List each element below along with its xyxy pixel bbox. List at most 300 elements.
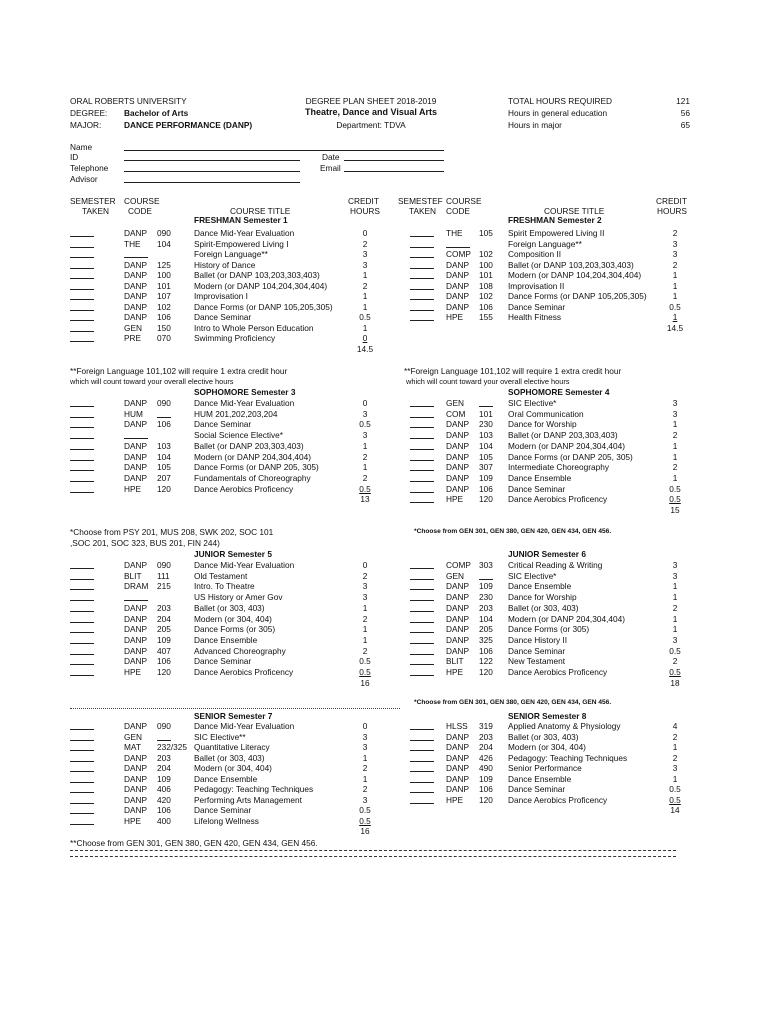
course-number: 203 [479,731,493,742]
course-dept: DANP [124,301,148,312]
social-science-note-a: *Choose from PSY 201, MUS 208, SWK 202, SOC 101 [70,527,274,537]
semester-taken-field[interactable] [410,675,434,676]
course-row [0,270,770,280]
col-semester-left: SEMESTER [70,196,116,206]
semester-taken-field[interactable] [410,803,434,804]
date-field[interactable] [344,160,444,161]
course-number: 203 [479,602,493,613]
course-number: 406 [157,784,171,794]
course-dept: DANP [446,784,470,794]
semester-total: 14.5 [356,343,374,354]
advisor-field[interactable] [124,182,300,183]
semester-taken-field[interactable] [410,320,434,321]
course-row [0,581,770,591]
course-dept: DANP [446,763,470,773]
course-title: Dance Seminar [194,312,252,322]
course-number: 490 [479,763,493,773]
course-number: 102 [157,301,171,312]
course-title: Performing Arts Management [194,794,302,805]
semester-taken-field[interactable] [70,813,94,814]
semester-taken-field[interactable] [410,632,434,633]
telephone-field[interactable] [124,171,300,172]
course-title: Ballet (or 303, 403) [508,731,579,742]
col-hours-left: HOURS [350,206,380,216]
course-number: 104 [157,451,171,462]
course-title: Dance Seminar [508,483,566,494]
credit-hours: 3 [362,249,368,259]
course-number: 090 [157,398,171,408]
credit-hours: 1 [362,270,368,280]
course-number: 109 [157,634,171,645]
course-dept: COMP [446,560,471,570]
credit-hours: 0 [362,333,368,343]
semester-taken-field[interactable] [410,257,434,258]
course-title: Dance Mid-Year Evaluation [194,228,295,238]
course-row [0,462,770,472]
credit-hours: 1 [362,634,368,645]
credit-hours: 1 [672,613,678,624]
course-dept: DANP [446,259,470,270]
course-row [0,228,770,238]
course-title: Dance Forms (or 305) [194,624,276,635]
course-dept: DANP [446,270,470,280]
course-number: 101 [479,270,493,280]
course-row [0,312,770,322]
course-number: 420 [157,794,171,805]
credit-hours: 1 [362,440,368,451]
semester-taken-field[interactable] [70,824,94,825]
course-title: Dance Aerobics Proficency [194,667,294,677]
semester-taken-field[interactable] [410,792,434,793]
course-title: Modern (or DANP 104,204,304,404) [194,280,328,291]
semester-taken-field[interactable] [410,729,434,730]
course-dept: DANP [446,280,470,291]
col-taken-right: TAKEN [409,206,437,216]
semester-taken-field[interactable] [410,664,434,665]
course-title: Dance Ensemble [194,773,258,784]
course-row [0,603,770,613]
id-label: ID [70,152,79,162]
credit-hours: 1 [672,592,678,603]
name-field[interactable] [124,150,444,151]
course-title: Swimming Proficiency [194,333,276,343]
credit-hours: 0.5 [359,483,371,494]
credit-hours: 3 [672,763,678,773]
course-number: 100 [479,259,493,270]
course-title: Dance Forms (or DANP 105,205,305) [508,291,647,301]
course-title: Dance Ensemble [194,634,258,645]
course-title: Dance Aerobics Proficency [508,794,608,805]
course-title: Dance Forms (or DANP 105,205,305) [194,301,333,312]
credit-hours: 2 [362,645,368,656]
course-title: Ballet (or DANP 203,303,403) [508,430,618,441]
course-number: 100 [157,270,171,280]
course-title: Health Fitness [508,312,562,322]
course-number: 106 [479,301,493,312]
course-row [0,646,770,656]
semester-title: FRESHMAN Semester 1 [194,215,288,225]
course-number: 215 [157,581,171,592]
course-dept: DANP [124,784,148,794]
hours-major: 65 [680,120,690,130]
course-number: 102 [479,291,493,301]
course-number: 106 [479,483,493,494]
course-number: 105 [479,451,493,462]
credit-hours: 3 [672,634,678,645]
course-title: Oral Communication [508,408,584,419]
credit-hours: 1 [672,312,678,322]
course-number: 325 [479,634,493,645]
course-title: Ballet (or 303, 403) [508,602,579,613]
credit-hours: 0 [362,560,368,570]
course-row [0,753,770,763]
course-title: Intermediate Choreography [508,462,610,473]
course-title: History of Dance [194,259,256,270]
email-field[interactable] [344,171,444,172]
course-row [0,624,770,634]
semester-taken-field[interactable] [410,481,434,482]
course-number: 120 [157,483,171,494]
credit-hours: 1 [672,451,678,462]
course-title: Modern (or 304, 404) [194,763,272,773]
course-number: 105 [157,462,171,473]
credit-hours: 2 [362,613,368,624]
col-code-right: CODE [446,206,470,216]
course-row [0,452,770,462]
department: Department: TDVA [336,120,406,130]
semester-taken-field[interactable] [410,406,434,407]
course-number: 319 [479,721,493,731]
course-row [0,763,770,773]
credit-hours: 1 [672,742,678,752]
course-title: Dance Aerobics Proficency [194,483,294,494]
semester-taken-field[interactable] [410,502,434,503]
credit-hours: 1 [362,752,368,763]
col-code-left: CODE [128,206,152,216]
semester-taken-field[interactable] [410,611,434,612]
col-title-left: COURSE TITLE [230,206,291,216]
course-number: 120 [479,494,493,505]
course-number: 230 [479,592,493,603]
credit-hours: 2 [672,259,678,270]
credit-hours: 2 [672,752,678,763]
course-number: 205 [479,624,493,635]
program-title: Theatre, Dance and Visual Arts [304,107,438,117]
course-title: Pedagogy: Teaching Techniques [508,752,628,763]
course-dept: DANP [124,773,148,784]
course-title: Fundamentals of Choreography [194,472,311,483]
semester-taken-field[interactable] [410,278,434,279]
course-number: 106 [157,419,171,430]
course-title: Dance Aerobics Proficency [508,667,608,677]
course-title: SIC Elective* [508,570,557,581]
semester-taken-field[interactable] [410,761,434,762]
course-row [0,441,770,451]
credit-hours: 0.5 [359,656,371,667]
course-title: US History or Amer Gov [194,592,283,603]
semester-total: 13 [360,494,370,505]
course-dept: DANP [124,602,148,613]
course-dept: COMP [446,249,471,259]
course-number: 103 [157,440,171,451]
course-number: 120 [157,667,171,677]
course-title: Dance for Worship [508,419,577,430]
credit-hours: 3 [362,731,368,742]
credit-hours: 3 [362,581,368,592]
semester-taken-field[interactable] [410,460,434,461]
semester-taken-field[interactable] [410,782,434,783]
course-dept: DANP [446,440,470,451]
course-dept: DANP [124,763,148,773]
course-row [0,592,770,602]
course-number: 106 [157,805,171,815]
course-row [0,656,770,666]
credit-hours: 3 [362,794,368,805]
credit-hours: 2 [672,731,678,742]
credit-hours: 1 [362,624,368,635]
course-dept: DANP [124,805,148,815]
col-semester-right: SEMESTEF [398,196,443,206]
credit-hours: 3 [672,238,678,249]
course-dept: DANP [124,613,148,624]
credit-hours: 0 [362,398,368,408]
course-dept: DANP [446,613,470,624]
course-number: 120 [479,794,493,805]
course-number: 207 [157,472,171,483]
course-number: 400 [157,815,171,826]
course-dept: DANP [446,645,470,656]
semester-taken-field[interactable] [410,449,434,450]
course-dept: DANP [124,398,148,408]
telephone-label: Telephone [70,163,109,173]
email-label: Email [320,163,341,173]
course-dept: DANP [124,259,148,270]
course-dept: DANP [446,602,470,613]
course-title: HUM 201,202,203,204 [194,408,278,419]
course-dept: DANP [446,742,470,752]
separator-line [70,708,400,709]
credit-hours: 2 [362,451,368,462]
course-dept: DANP [124,280,148,291]
course-dept: DANP [124,472,148,483]
col-title-right: COURSE TITLE [544,206,605,216]
course-dept: DANP [446,592,470,603]
credit-hours: 4 [672,721,678,731]
course-title: Applied Anatomy & Physiology [508,721,621,731]
credit-hours: 1 [362,462,368,473]
course-title: Senior Performance [508,763,582,773]
credit-hours: 1 [672,270,678,280]
course-dept: DANP [446,462,470,473]
semester-taken-field[interactable] [410,771,434,772]
semester-taken-field[interactable] [410,310,434,311]
semester-total: 16 [360,826,370,836]
semester-taken-field[interactable] [410,579,434,580]
course-title: Composition II [508,249,562,259]
course-dept: DANP [124,794,148,805]
course-number: 307 [479,462,493,473]
semester-taken-field[interactable] [410,289,434,290]
semester-taken-field[interactable] [410,299,434,300]
course-title: Dance Ensemble [508,472,572,483]
course-number: 106 [479,645,493,656]
course-dept: HPE [446,667,464,677]
course-title: Ballet (or 303, 403) [194,752,265,763]
credit-hours: 1 [672,773,678,784]
semester-title: SOPHOMORE Semester 3 [194,387,296,397]
semester-taken-field[interactable] [410,492,434,493]
course-title: Dance History II [508,634,568,645]
course-number: 232/325 [157,742,187,752]
university-name: ORAL ROBERTS UNIVERSITY [70,96,187,106]
course-number-blank[interactable] [479,406,493,407]
course-title: Dance Mid-Year Evaluation [194,560,295,570]
course-title: Ballet (or DANP 103,203,303,403) [194,270,320,280]
course-number: 203 [157,752,171,763]
course-dept-blank[interactable] [446,247,470,248]
course-number: 122 [479,656,493,667]
semester-taken-field[interactable] [410,470,434,471]
course-title: Dance Ensemble [508,773,572,784]
course-title: Dance Mid-Year Evaluation [194,721,295,731]
credit-hours: 1 [672,472,678,483]
credit-hours: 0 [362,228,368,238]
course-number: 203 [157,602,171,613]
semester-taken-field[interactable] [70,341,94,342]
course-dept: HUM [124,408,143,419]
credit-hours: 0.5 [669,794,681,805]
course-title: Intro. To Theatre [194,581,255,592]
credit-hours: 1 [672,291,678,301]
course-dept: HPE [446,794,464,805]
course-row [0,560,770,570]
course-dept: GEN [124,322,142,333]
credit-hours: 2 [362,472,368,483]
semester-taken-field[interactable] [70,331,94,332]
course-number: 426 [479,752,493,763]
semester-taken-field[interactable] [410,417,434,418]
semester-taken-field[interactable] [410,740,434,741]
course-title: Dance Seminar [508,645,566,656]
course-dept: MAT [124,742,141,752]
course-dept: DANP [124,721,148,731]
course-row [0,494,770,504]
credit-hours: 2 [672,462,678,473]
course-number: 204 [157,763,171,773]
course-dept: DANP [446,472,470,483]
course-dept: DANP [124,645,148,656]
credit-hours: 2 [362,280,368,291]
course-dept: DANP [124,462,148,473]
semester-taken-field[interactable] [410,236,434,237]
foreign-language-note-right: **Foreign Language 101,102 will require 1 extra credit hour [404,366,622,376]
credit-hours: 2 [672,430,678,441]
semester-total: 14 [670,805,680,815]
course-dept: PRE [124,333,142,343]
course-dept: BLIT [124,570,142,581]
course-row [0,784,770,794]
semester-taken-field[interactable] [410,600,434,601]
course-row [0,260,770,270]
hours-major-label: Hours in major [508,120,562,130]
semester-taken-field[interactable] [410,622,434,623]
semester-taken-field[interactable] [410,438,434,439]
semester-taken-field[interactable] [410,568,434,569]
course-row [0,473,770,483]
course-title: Dance Seminar [194,419,252,430]
course-title: Dance Seminar [194,656,252,667]
course-title: Dance Ensemble [508,581,572,592]
course-dept: DANP [124,419,148,430]
course-dept: BLIT [446,656,464,667]
course-number: 111 [157,570,170,581]
course-number: 407 [157,645,171,656]
credit-hours: 3 [672,570,678,581]
credit-hours: 0.5 [359,805,371,815]
semester-taken-field[interactable] [410,247,434,248]
semester-taken-field[interactable] [410,589,434,590]
course-number: 104 [479,440,493,451]
semester-title: FRESHMAN Semester 2 [508,215,602,225]
credit-hours: 0.5 [669,483,681,494]
course-number: 109 [479,773,493,784]
course-title: Dance Seminar [508,301,566,312]
semester-title: SENIOR Semester 8 [508,711,587,721]
course-row [0,249,770,259]
credit-hours: 0.5 [669,645,681,656]
elective-note-right: which will count toward your overall elective hours [406,377,570,386]
course-number: 090 [157,228,171,238]
semester-taken-field[interactable] [410,750,434,751]
course-number-blank[interactable] [479,579,493,580]
course-row [0,742,770,752]
semester-taken-field[interactable] [410,268,434,269]
semester-taken-field[interactable] [410,643,434,644]
credit-hours: 2 [362,570,368,581]
course-title: New Testament [508,656,566,667]
course-dept: THE [124,238,141,249]
semester-total: 18 [670,677,680,688]
credit-hours: 1 [672,419,678,430]
course-title: Improvisation II [508,280,565,291]
course-dept: HLSS [446,721,468,731]
course-number: 108 [479,280,493,291]
course-dept: DANP [446,773,470,784]
semester-taken-field[interactable] [410,427,434,428]
course-title: Modern (or DANP 204,304,404) [508,440,625,451]
course-dept: HPE [446,312,464,322]
course-title: Dance Forms (or DANP 205, 305) [508,451,633,462]
course-title: Spirit-Empowered Living I [194,238,289,249]
course-title: Lifelong Wellness [194,815,259,826]
credit-hours: 2 [672,602,678,613]
credit-hours: 2 [362,238,368,249]
credit-hours: 1 [362,602,368,613]
course-title: Dance Forms (or 305) [508,624,590,635]
course-number: 120 [479,667,493,677]
semester-taken-field[interactable] [410,654,434,655]
id-field[interactable] [124,160,300,161]
course-dept: DANP [124,312,148,322]
course-title: Spirit Empowered Living II [508,228,605,238]
course-number: 070 [157,333,171,343]
course-number: 104 [479,613,493,624]
course-row [0,795,770,805]
credit-hours: 0.5 [669,784,681,794]
course-dept: DRAM [124,581,149,592]
course-title: Ballet (or DANP 203,303,403) [194,440,304,451]
credit-hours: 0.5 [669,494,681,505]
